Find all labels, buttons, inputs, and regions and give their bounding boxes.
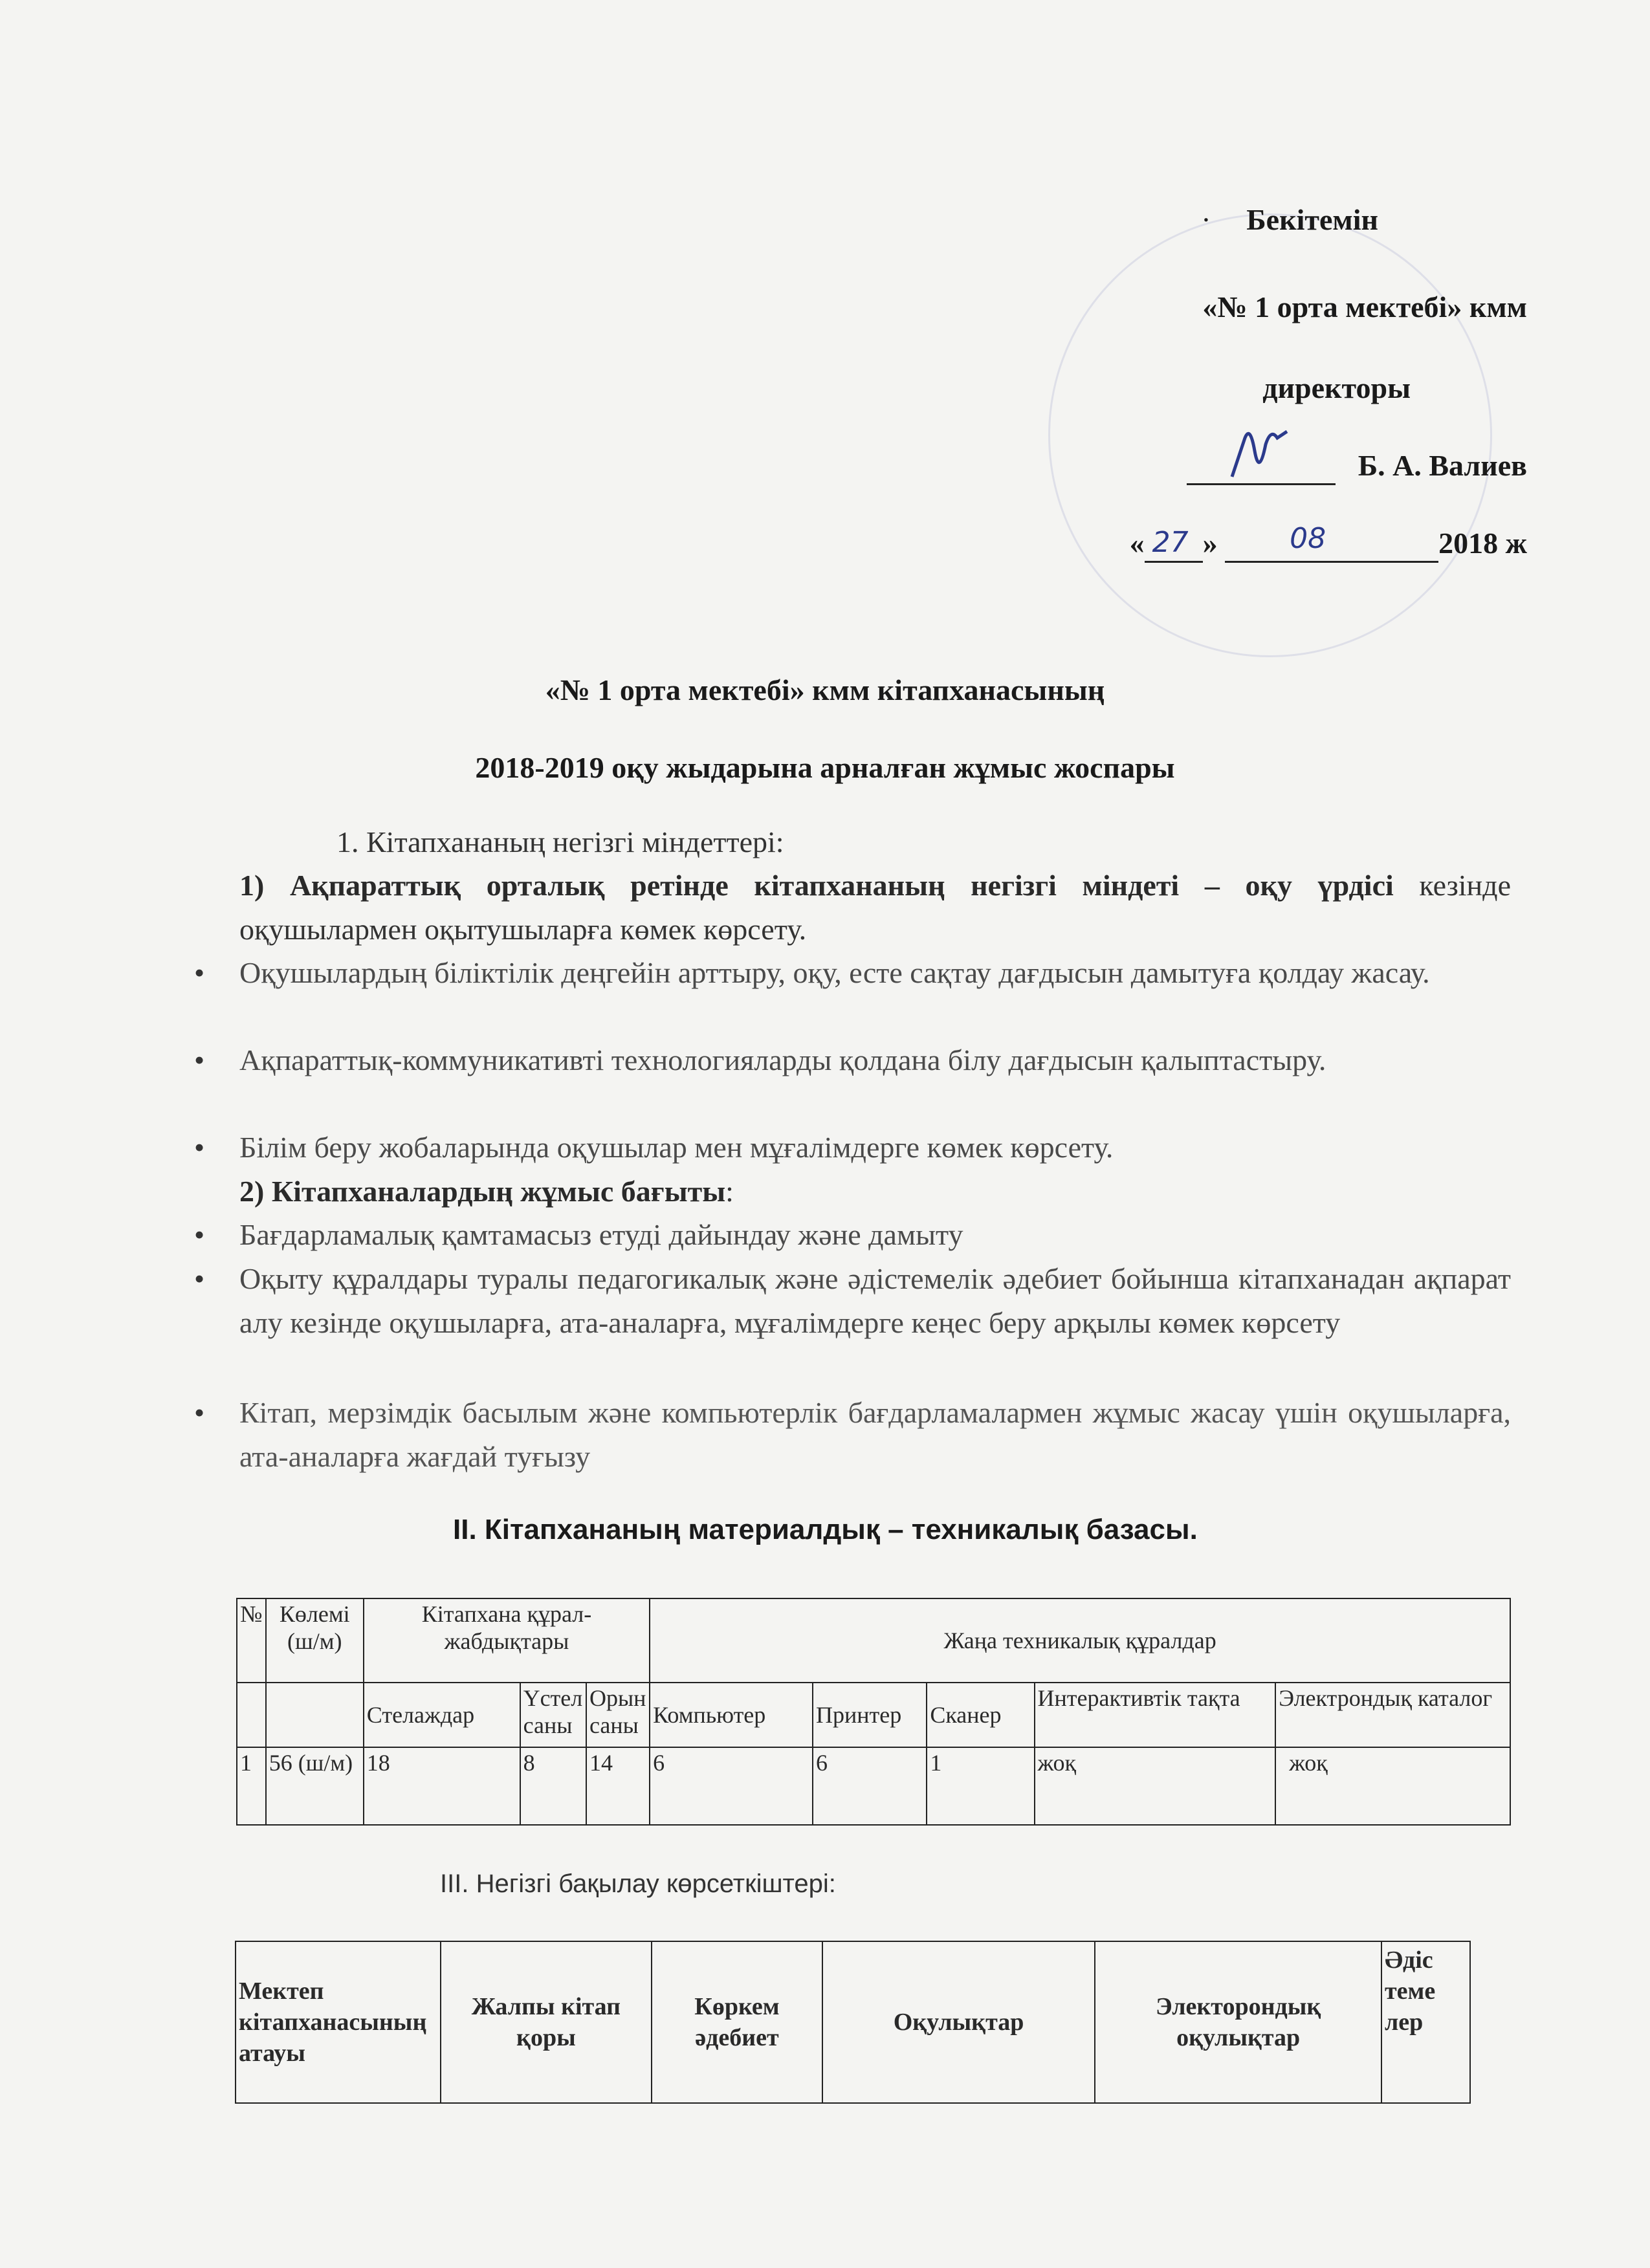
list-item: • Білім беру жобаларында оқушылар мен мұғалімдерге көмек көрсету. [239,1126,1511,1170]
table-header-row [236,1941,1470,2103]
list-item: • Кітап, мерзімдік басылым және компьютерлік бағдарламалармен жұмыс жасау үшін оқушыларға, ата-аналарға жағдай туғызу [239,1391,1511,1479]
list-item: • Оқушылардың біліктілік деңгейін арттыру, оқу, есте сақтау дағдысын дамытуға қолдау жасау. [239,951,1511,995]
section1-paragraph [239,864,1511,952]
list-item: • Бағдарламалық қамтамасыз етуді дайындау және дамыту [239,1213,1511,1257]
date-day-field [1145,526,1203,563]
table-header-cell: Көлемі (ш/м) [266,1598,364,1683]
table-header-cell: № [237,1598,266,1683]
approval-signature-line [1187,446,1527,485]
date-year: 2018 ж [1438,527,1527,560]
signature-icon [1226,425,1303,483]
table-cell: 8 [520,1747,586,1825]
table-header-cell: Жалпы кітап қоры [441,1941,652,2103]
signatory-name: Б. А. Валиев [1358,449,1527,482]
doc-title-line2: 2018-2019 оқу жыдарына арналған жұмыс жоспары [475,751,1175,784]
approval-role: директоры [1262,371,1411,404]
section2-heading: II. Кітапхананың материалдық – техникалық базасы. [453,1514,1198,1545]
approval-date: « 27 » 08 2018 ж [1130,524,1527,563]
table-cell: жоқ [1275,1747,1510,1825]
table-header-cell: Көркем әдебиет [652,1941,822,2103]
table-header-cell: Сканер [927,1683,1034,1747]
indicators-table [235,1941,1471,2104]
table-header-cell: Электорондық оқулықтар [1095,1941,1381,2103]
approval-title: · Бекітемін [1201,203,1378,236]
table-header-cell: Интерактивтік тақта [1035,1683,1276,1747]
table-header-row [237,1598,1510,1683]
approval-org: «№ 1 орта мектебі» кмм [1202,290,1527,323]
doc-title-line1: «№ 1 орта мектебі» кмм кітапханасының [545,673,1105,706]
table-header-cell: Электрондық каталог [1275,1683,1510,1747]
table-cell: 1 [927,1747,1034,1825]
table-cell: 6 [650,1747,813,1825]
table-cell: 18 [364,1747,520,1825]
table-cell: 56 (ш/м) [266,1747,364,1825]
table-header-cell: Жаңа техникалық құралдар [650,1598,1510,1683]
equipment-table [236,1598,1511,1826]
table-header-cell: Мектеп кітапханасының атауы [236,1941,441,2103]
table-header-cell: Орын саны [586,1683,650,1747]
paragraph-rest: кезінде оқушылармен оқытушыларға көмек көрсету. [239,869,1511,946]
section3-heading: III. Негізгі бақылау көрсеткіштері: [440,1870,836,1898]
signature-field [1187,451,1336,485]
table-header-cell: Үстел саны [520,1683,586,1747]
table-header-cell: Компьютер [650,1683,813,1747]
table-header-cell: Әдіс теме лер [1381,1941,1470,2103]
table-cell [266,1683,364,1747]
table-header-cell: Стелаждар [364,1683,520,1747]
date-month: 08 [1290,522,1326,555]
table-header-cell: Оқулықтар [822,1941,1095,2103]
table-header-cell: Принтер [813,1683,927,1747]
list-item: • Ақпараттық-коммуникативті технологияларды қолдана білу дағдысын қалыптастыру. [239,1038,1511,1082]
section1-subheading [239,1170,734,1214]
table-subheader-row [237,1683,1510,1747]
table-cell: 1 [237,1747,266,1825]
list-item: • Оқыту құралдары туралы педагогикалық және әдістемелік әдебиет бойынша кітапханадан ақпарат алу кезінде оқушыларға, ата-аналарға, мұғалімдерге кеңес беру арқылы көмек көрсету [239,1257,1511,1345]
date-day: 27 [1152,526,1189,559]
paragraph-bold: 1) Ақпараттық орталық ретінде кітапхананың негізгі міндеті – оқу үрдісі [239,869,1394,902]
section1-heading: 1. Кітапхананың негізгі міндеттері: [336,825,784,858]
table-header-cell: Кітапхана құрал-жабдықтары [364,1598,650,1683]
table-row [237,1747,1510,1825]
table-cell [237,1683,266,1747]
subheading-rest: : [725,1175,734,1208]
table-cell: 14 [586,1747,650,1825]
table-cell: жоқ [1035,1747,1276,1825]
table-cell: 6 [813,1747,927,1825]
subheading-bold: 2) Кітапханалардың жұмыс бағыты [239,1175,726,1208]
